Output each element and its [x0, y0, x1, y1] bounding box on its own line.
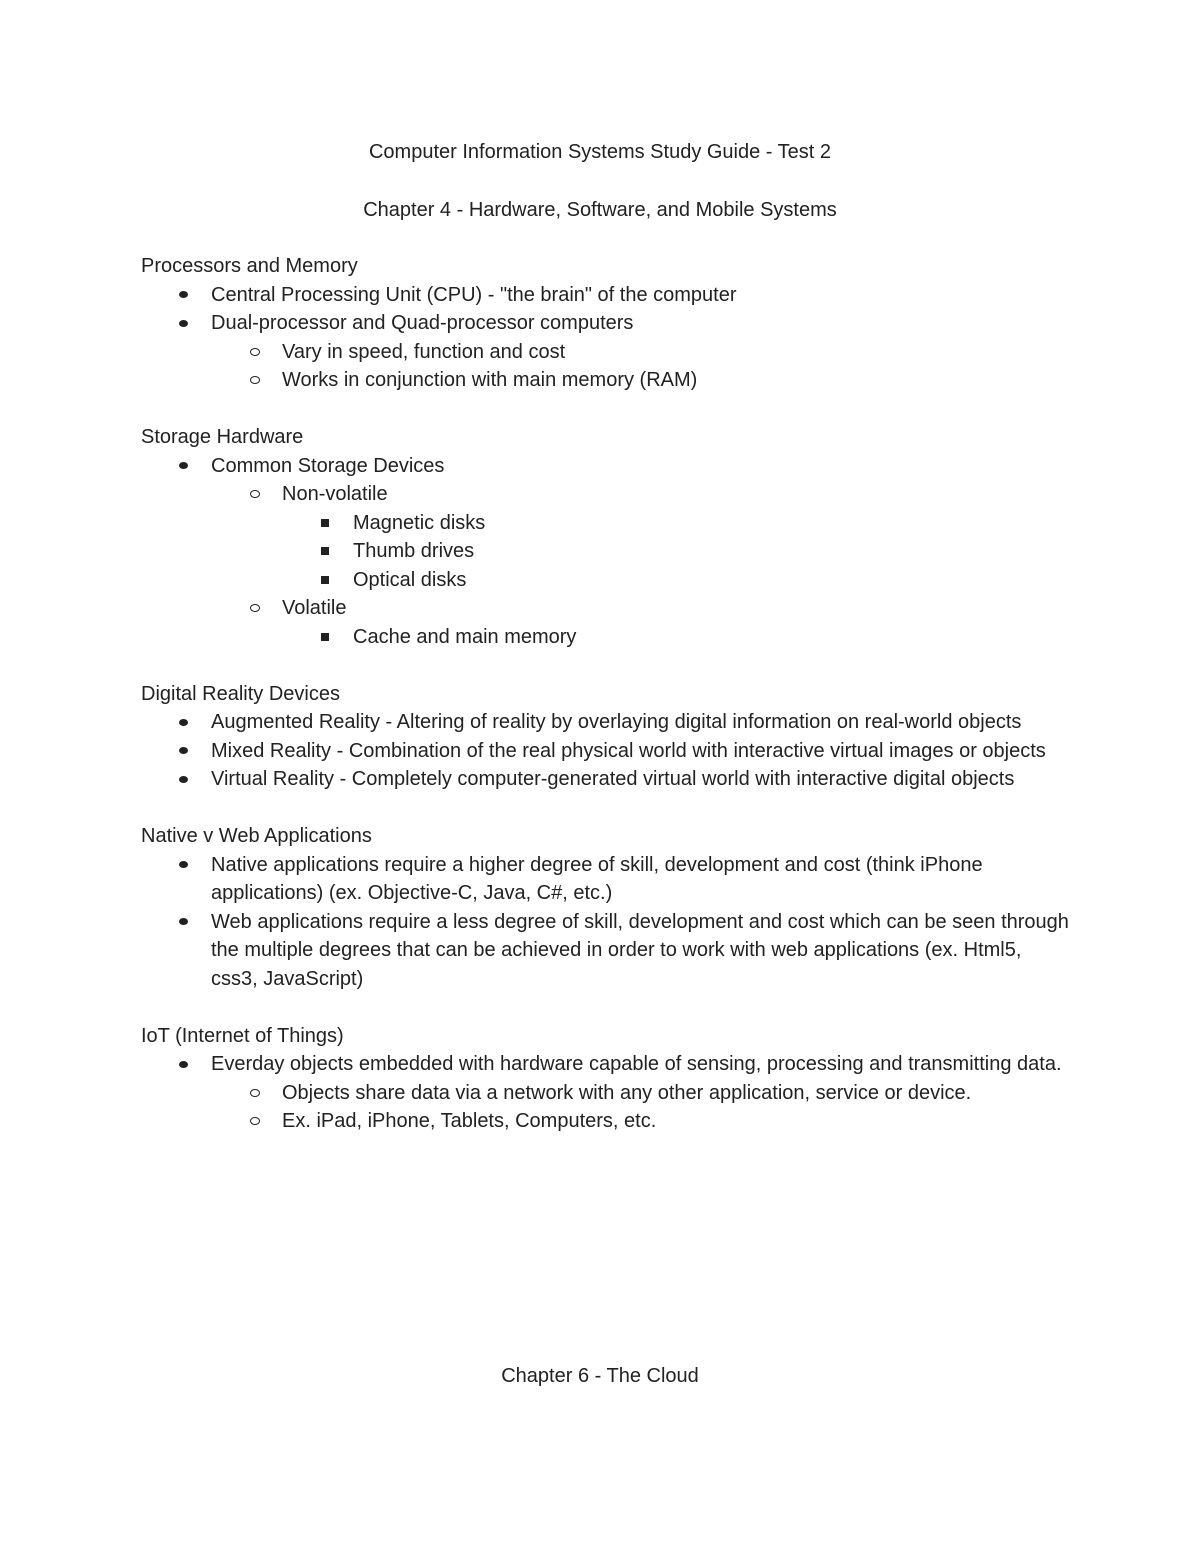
section-heading: IoT (Internet of Things) — [141, 1024, 344, 1047]
bullet-dot-icon — [179, 708, 188, 737]
list-item: Cache and main memory — [141, 623, 1071, 652]
bullet-square-icon — [321, 537, 329, 566]
list-item: Common Storage Devices — [141, 452, 1071, 481]
section-heading: Storage Hardware — [141, 426, 304, 448]
list-item: Magnetic disks — [141, 509, 1071, 538]
bullet-dot-icon — [179, 851, 188, 880]
bullet-square-icon — [321, 623, 329, 652]
bullet-list — [141, 851, 1071, 994]
list-item: Dual-processor and Quad-processor computers — [141, 309, 1071, 338]
list-item: Ex. iPad, iPhone, Tablets, Computers, etc. — [141, 1107, 1071, 1136]
document-page — [141, 138, 1071, 1164]
bullet-ring-icon — [250, 1107, 260, 1136]
bullet-ring-icon — [250, 366, 260, 395]
next-chapter-heading: Chapter 6 - The Cloud — [501, 1365, 699, 1387]
list-item: Vary in speed, function and cost — [141, 338, 1071, 367]
bullet-ring-icon — [250, 480, 260, 509]
bullet-ring-icon — [250, 338, 260, 367]
list-item: Virtual Reality - Completely computer-generated virtual world with interactive digital objects — [141, 765, 1071, 794]
chapter-heading: Chapter 4 - Hardware, Software, and Mobile Systems — [363, 198, 837, 221]
bullet-dot-icon — [179, 908, 188, 937]
section-storage-hardware — [141, 423, 1071, 651]
list-item: Non-volatile — [141, 480, 1071, 509]
list-item: Volatile — [141, 594, 1071, 623]
bullet-list — [141, 452, 1071, 652]
list-item: Native applications require a higher degree of skill, development and cost (think iPhone applications) (ex. Objective-C, Java, C#, etc.) — [141, 851, 1071, 908]
list-item: Thumb drives — [141, 537, 1071, 566]
list-item: Works in conjunction with main memory (RAM) — [141, 366, 1071, 395]
list-item: Everday objects embedded with hardware capable of sensing, processing and transmitting data. — [141, 1050, 1071, 1079]
list-item: Web applications require a less degree of skill, development and cost which can be seen through the multiple degrees that can be achieved in order to work with web applications (ex. Html5, css3, JavaScript) — [141, 908, 1071, 994]
bullet-dot-icon — [179, 737, 188, 766]
bullet-list — [141, 708, 1071, 794]
document-title: Computer Information Systems Study Guide - Test 2 — [368, 141, 832, 163]
section-digital-reality — [141, 680, 1071, 794]
bullet-dot-icon — [179, 281, 188, 310]
bullet-dot-icon — [179, 1050, 188, 1079]
section-heading: Processors and Memory — [141, 255, 358, 277]
bullet-square-icon — [321, 566, 329, 595]
bullet-ring-icon — [250, 1079, 260, 1108]
section-processors-memory — [141, 252, 1071, 395]
bullet-square-icon — [321, 509, 329, 538]
section-iot — [141, 1022, 1071, 1136]
bullet-ring-icon — [250, 594, 260, 623]
section-native-web — [141, 822, 1071, 993]
list-item: Mixed Reality - Combination of the real physical world with interactive virtual images or objects — [141, 737, 1071, 766]
bullet-list — [141, 1050, 1071, 1136]
bullet-list — [141, 281, 1071, 395]
list-item: Central Processing Unit (CPU) - "the brain" of the computer — [141, 281, 1071, 310]
list-item: Objects share data via a network with any other application, service or device. — [141, 1079, 1071, 1108]
bullet-dot-icon — [179, 309, 188, 338]
section-heading: Native v Web Applications — [141, 825, 372, 847]
section-heading: Digital Reality Devices — [141, 682, 340, 705]
list-item: Augmented Reality - Altering of reality by overlaying digital information on real-world objects — [141, 708, 1071, 737]
bullet-dot-icon — [179, 765, 188, 794]
list-item: Optical disks — [141, 566, 1071, 595]
bullet-dot-icon — [179, 452, 188, 481]
